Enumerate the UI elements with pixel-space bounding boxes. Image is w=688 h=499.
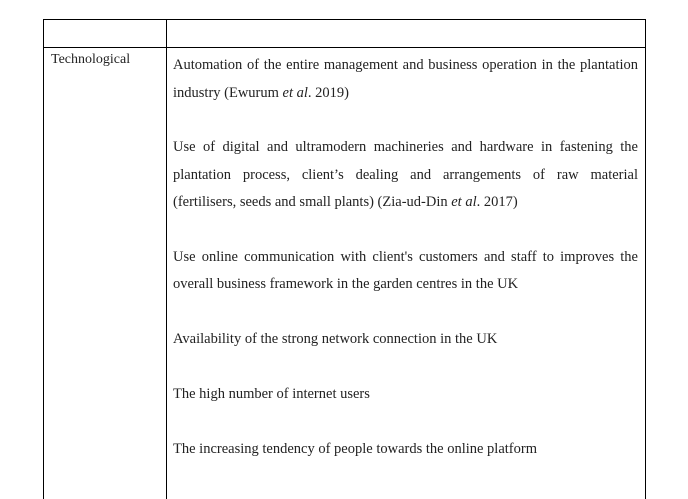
- paragraph-internet-users: The high number of internet users: [173, 385, 370, 402]
- technological-content-cell: [173, 52, 638, 491]
- row-label-technological: Technological: [51, 52, 131, 67]
- paragraph-digital-machinery: Use of digital and ultramodern machineries and hardware in fastening the plantation process, client’s dealing and arrangements of raw material (fertilisers, seeds and small plants) (Zia-ud-Din et al. 2017): [173, 139, 638, 210]
- paragraph-online-communication: Use online communication with client's customers and staff to improves the overall business framework in the garden centres in the UK: [173, 248, 638, 292]
- paragraph-automation: Automation of the entire management and business operation in the plantation industry (Ewurum et al. 2019): [173, 57, 638, 101]
- column-divider: [166, 20, 167, 499]
- paragraph-network-connection: Availability of the strong network connection in the UK: [173, 330, 498, 347]
- header-row-divider: [44, 47, 645, 48]
- pestle-table: [43, 19, 646, 499]
- paragraph-online-platform: The increasing tendency of people towards the online platform: [173, 440, 537, 457]
